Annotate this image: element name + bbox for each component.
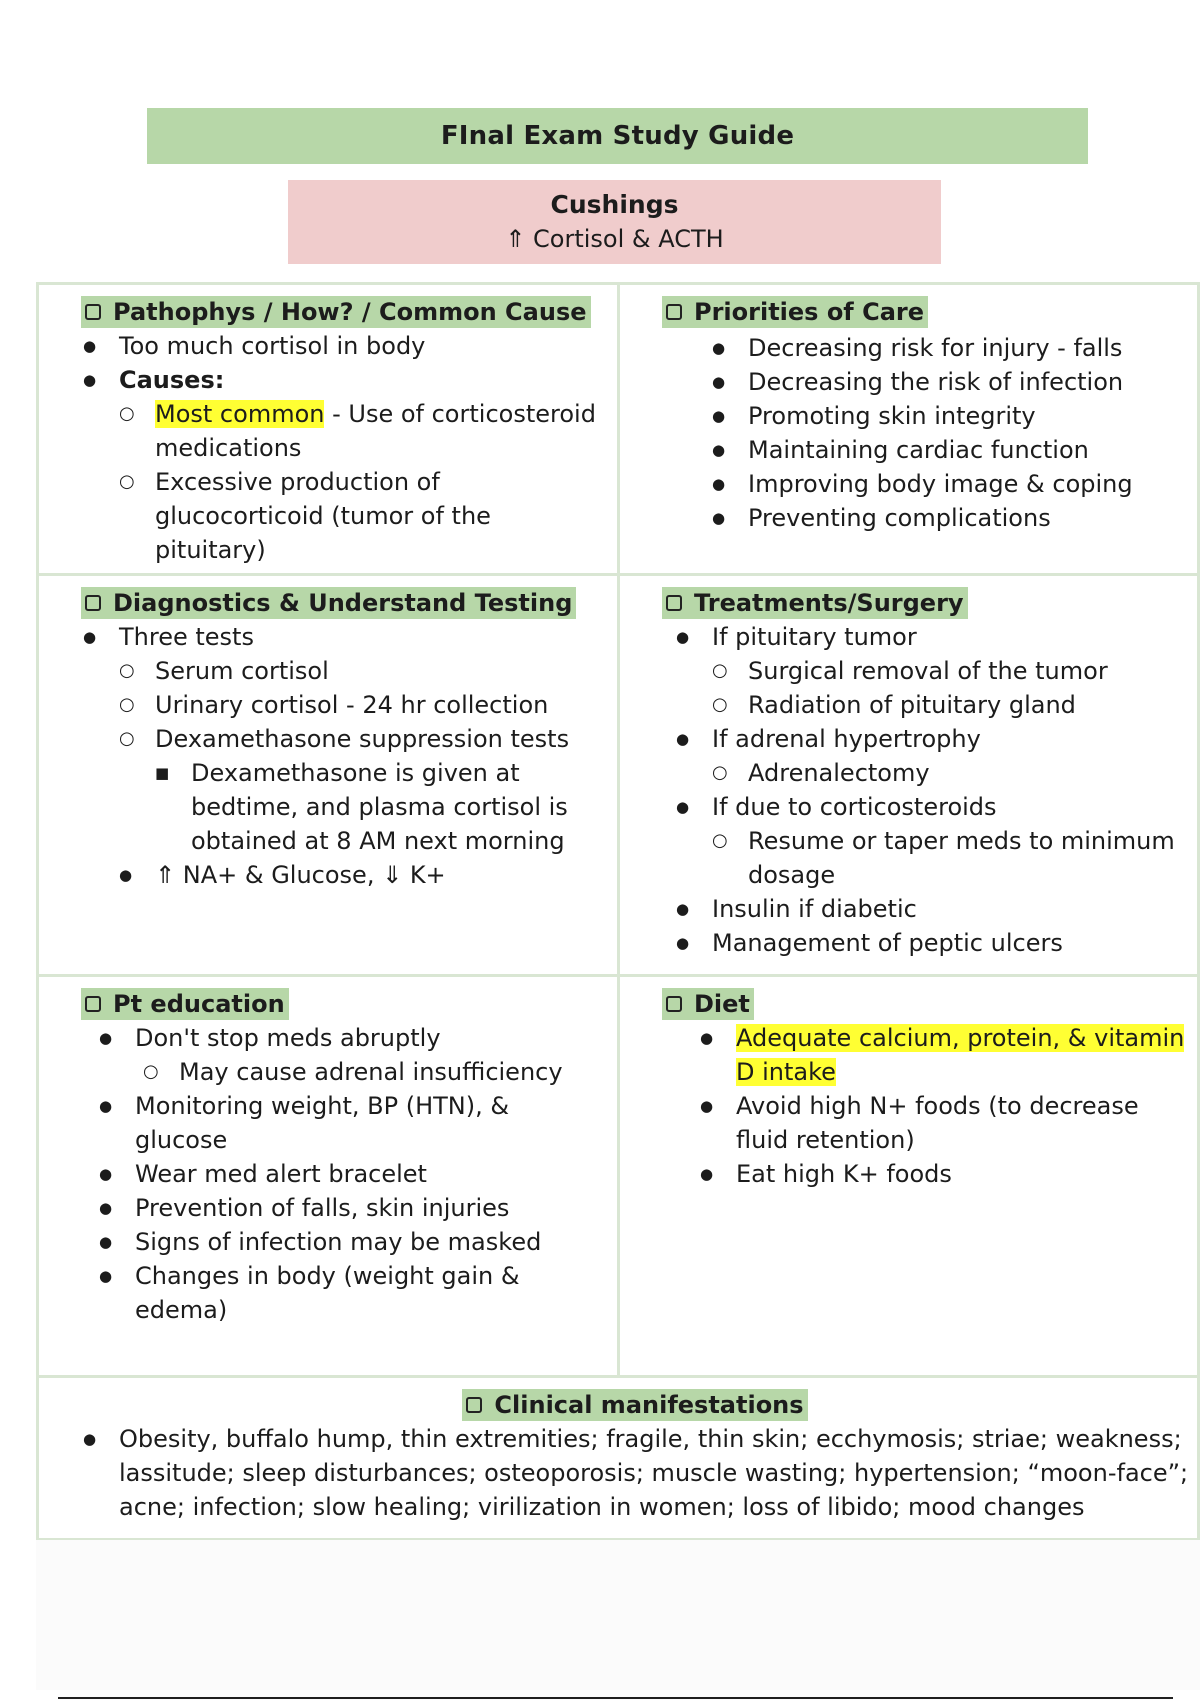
highlighted-text: Adequate calcium, protein, & vitamin D intake (736, 1024, 1185, 1086)
checkbox-icon[interactable] (666, 595, 682, 611)
list-item-text: Monitoring weight, BP (HTN), & glucose (135, 1092, 510, 1154)
list-item-text: Dexamethasone suppression tests (155, 725, 570, 753)
page-title-text: FInal Exam Study Guide (440, 121, 795, 151)
education-heading-text: Pt education (113, 990, 285, 1018)
topic-subtitle: ⇑ Cortisol & ACTH (505, 225, 724, 253)
list-item (700, 1021, 1185, 1089)
list-item-text: Don't stop meds abruptly (135, 1024, 441, 1052)
diagnostics-heading-text: Diagnostics & Understand Testing (113, 589, 573, 617)
list-item-text: Prevention of falls, skin injuries (135, 1194, 510, 1222)
list-item (119, 722, 605, 756)
list-item-text: Serum cortisol (155, 657, 329, 685)
list-item-text: Excessive production of glucocorticoid (tumor of the pituitary) (155, 468, 491, 564)
list-item (119, 858, 605, 892)
list-item-text: Surgical removal of the tumor (748, 657, 1108, 685)
list-item (119, 397, 605, 465)
list-item-text: Three tests (119, 623, 254, 651)
list-item (99, 1225, 605, 1259)
diet-heading-text: Diet (694, 990, 750, 1018)
list-item (712, 756, 1185, 790)
list-item (119, 465, 605, 567)
list-item (712, 433, 1185, 467)
checkbox-icon[interactable] (666, 996, 682, 1012)
list-item (712, 654, 1185, 688)
checkbox-icon[interactable] (85, 595, 101, 611)
pathophys-section (39, 285, 620, 573)
topic-banner (288, 180, 941, 264)
list-item-text: Causes: (119, 366, 225, 394)
list-item (676, 790, 1185, 892)
list-item-text: Preventing complications (748, 504, 1051, 532)
list-item-text: Insulin if diabetic (712, 895, 917, 923)
list-item (99, 1259, 605, 1327)
list-item (712, 501, 1185, 535)
list-item-text: Promoting skin integrity (748, 402, 1036, 430)
study-table (36, 282, 1200, 1541)
table-row (39, 974, 1197, 1375)
list-item-text: Eat high K+ foods (736, 1160, 952, 1188)
list-item (99, 1157, 605, 1191)
list-item (155, 756, 605, 858)
list-item-text: - Use of corticosteroid medications (155, 400, 596, 462)
list-item-text: If due to corticosteroids (712, 793, 997, 821)
list-item (700, 1089, 1185, 1157)
list-item-text: If pituitary tumor (712, 623, 917, 651)
manifestations-heading (462, 1389, 807, 1421)
list-item (99, 1089, 605, 1157)
page-title (147, 108, 1088, 164)
topic-name: Cushings (550, 190, 679, 219)
diet-section (620, 977, 1197, 1375)
diagnostics-heading (81, 587, 576, 619)
list-item (712, 467, 1185, 501)
checkbox-icon[interactable] (85, 304, 101, 320)
list-item-text: Improving body image & coping (748, 470, 1133, 498)
list-item-text: Adrenalectomy (748, 759, 930, 787)
list-item (712, 824, 1185, 892)
list-item-text: If adrenal hypertrophy (712, 725, 981, 753)
education-section (39, 977, 620, 1375)
list-item-text: Avoid high N+ foods (to decrease fluid retention) (736, 1092, 1139, 1154)
list-item-text: Changes in body (weight gain & edema) (135, 1262, 520, 1324)
list-item (712, 688, 1185, 722)
diet-heading (662, 988, 754, 1020)
list-item (712, 399, 1185, 433)
list-item-text: ⇑ NA+ & Glucose, ⇓ K+ (155, 861, 446, 889)
table-row (39, 573, 1197, 974)
treatments-heading-text: Treatments/Surgery (694, 589, 964, 617)
table-row (39, 1375, 1197, 1538)
list-item-text: May cause adrenal insufficiency (179, 1058, 563, 1086)
list-item-text: Decreasing the risk of infection (748, 368, 1124, 396)
treatments-heading (662, 587, 968, 619)
list-item-text: Radiation of pituitary gland (748, 691, 1076, 719)
list-item (712, 365, 1185, 399)
manifestations-heading-text: Clinical manifestations (494, 1391, 804, 1419)
list-item-text: Resume or taper meds to minimum dosage (748, 827, 1175, 889)
list-item (119, 688, 605, 722)
list-item-text: Wear med alert bracelet (135, 1160, 427, 1188)
list-item (143, 1055, 605, 1089)
blank-area (36, 1540, 1200, 1690)
checkbox-icon[interactable] (85, 996, 101, 1012)
list-item (676, 722, 1185, 790)
priorities-section (620, 285, 1197, 573)
list-item (83, 363, 605, 397)
diagnostics-section (39, 576, 620, 974)
list-item (676, 892, 1185, 926)
table-row (39, 285, 1197, 573)
list-item-text: Signs of infection may be masked (135, 1228, 542, 1256)
checkbox-icon[interactable] (666, 304, 682, 320)
list-item-text: Too much cortisol in body (119, 332, 426, 360)
list-item (83, 329, 605, 363)
highlighted-text: Most common (155, 400, 325, 428)
treatments-section (620, 576, 1197, 974)
pathophys-heading (81, 296, 591, 328)
list-item-text: Management of peptic ulcers (712, 929, 1063, 957)
priorities-heading-text: Priorities of Care (694, 298, 925, 326)
list-item-text: Urinary cortisol - 24 hr collection (155, 691, 549, 719)
list-item (99, 1191, 605, 1225)
list-item-text: Maintaining cardiac function (748, 436, 1089, 464)
list-item-text: Obesity, buffalo hump, thin extremities; fragile, thin skin; ecchymosis; striae; weakness; lassitude; sleep disturbances; osteoporosis; muscle wasting; hypertension; “moon-face”; acne; infection; slow healing; virilization in women; loss of libido; mood changes (119, 1425, 1189, 1521)
education-heading (81, 988, 289, 1020)
checkbox-icon[interactable] (466, 1397, 482, 1413)
list-item (712, 331, 1185, 365)
list-item (676, 620, 1185, 722)
footer-rule (58, 1697, 1173, 1699)
list-item (700, 1157, 1185, 1191)
list-item (83, 620, 605, 654)
manifestations-section (39, 1378, 1197, 1538)
list-item (99, 1021, 605, 1089)
list-item-text: Dexamethasone is given at bedtime, and plasma cortisol is obtained at 8 AM next morning (191, 759, 568, 855)
priorities-heading (662, 296, 928, 328)
pathophys-heading-text: Pathophys / How? / Common Cause (113, 298, 587, 326)
list-item (83, 1422, 1189, 1524)
list-item (676, 926, 1185, 960)
list-item-text: Decreasing risk for injury - falls (748, 334, 1123, 362)
list-item (119, 654, 605, 688)
